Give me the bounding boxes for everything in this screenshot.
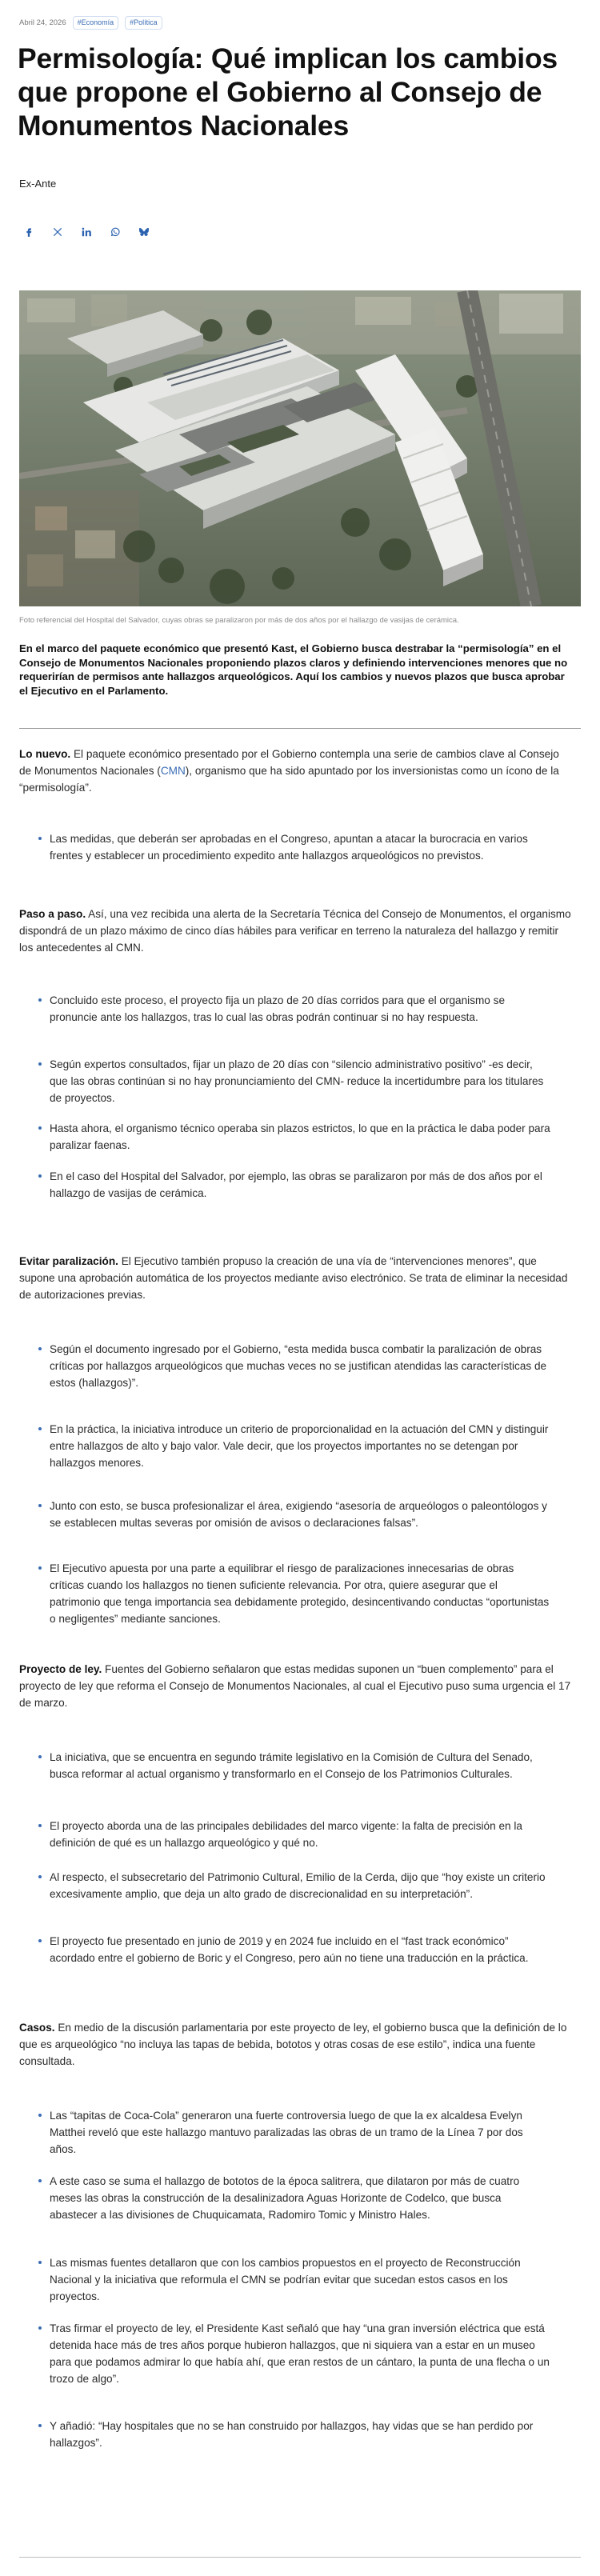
share-facebook-button[interactable] [18, 221, 40, 243]
section-paso-a-paso [19, 906, 571, 956]
list-item [38, 1168, 550, 1202]
list-item [38, 2320, 550, 2387]
bullet-icon [38, 1062, 42, 1066]
hero-caption: Foto referencial del Hospital del Salvador, cuyas obras se paralizaron por más de dos años por el hallazgo de vasijas de cerámica. [19, 616, 459, 625]
bullet-icon [38, 1504, 42, 1507]
section-text: Así, una vez recibida una alerta de la Secretaría Técnica del Consejo de Monumentos, el organismo dispondrá de un plazo máximo de cinco días hábiles para verificar en terreno la naturaleza del hallazgo y remitir los antecedentes al CMN. [19, 908, 571, 954]
list-item-text: Concluido este proceso, el proyecto fija un plazo de 20 días corridos para que el organismo se pronuncie ante los hallazgos, tras lo cual las obras podrán continuar si no hay respuesta. [50, 994, 506, 1023]
bullet-icon [38, 1566, 42, 1570]
article-meta [19, 16, 162, 30]
section-lo-nuevo [19, 746, 571, 796]
list-item [38, 1818, 550, 1851]
bullet-icon [38, 998, 42, 1002]
list-item-text: La iniciativa, que se encuentra en segundo trámite legislativo en la Comisión de Cultura del Senado, busca reformar al actual organismo y transformarlo en el Consejo de los Patrimonios Culturales. [50, 1751, 533, 1780]
bullet-icon [38, 1427, 42, 1430]
list-item-text: Al respecto, el subsecretario del Patrimonio Cultural, Emilio de la Cerda, dijo que “hoy existe un criterio excesivamente amplio, que deja un alto grado de discrecionalidad en su interpretación”. [50, 1871, 546, 1900]
tag-politica[interactable]: #Política [125, 16, 162, 30]
article-title: Permisología: Qué implican los cambios que propone el Gobierno al Consejo de Monumentos Nacionales [18, 42, 558, 142]
author-byline[interactable]: Ex-Ante [19, 178, 57, 190]
bullet-icon [38, 1824, 42, 1827]
article-lead: En el marco del paquete económico que presentó Kast, el Gobierno busca destrabar la “permisología” en el Consejo de Monumentos Nacionales proponiendo plazos claros y definiendo intervenciones menores que no requerirían de permisos ante hallazgos arqueológicos. Aquí los cambios y nuevos plazos que busca aprobar el Ejecutivo en el Parlamento. [19, 642, 568, 697]
list-item-text: En la práctica, la iniciativa introduce un criterio de proporcionalidad en la actuación del CMN y distinguir entre hallazgos de alto y bajo valor. Vale decir, que los proyectos importantes no se detengan por hallazgos menores. [50, 1423, 549, 1469]
list-item [38, 2173, 550, 2223]
list-item-text: Las medidas, que deberán ser aprobadas en el Congreso, apuntan a atacar la burocracia en varios frentes y establecer un procedimiento expedito ante hallazgos arqueológicos no previstos. [50, 833, 528, 862]
list-item [38, 992, 550, 1026]
tag-economia[interactable]: #Economía [73, 16, 119, 30]
bullet-icon [38, 2424, 42, 2427]
share-bluesky-button[interactable] [133, 221, 155, 243]
bullet-icon [38, 2261, 42, 2264]
list-item-text: Según expertos consultados, fijar un plazo de 20 días con “silencio administrativo positivo” -es decir, que las obras continúan si no hay pronunciamiento del CMN- reduce la incertidumbre para los titulares de proyectos. [50, 1058, 544, 1104]
section-heading: Paso a paso. [19, 908, 86, 920]
bullet-icon [38, 2326, 42, 2330]
bullet-icon [38, 1939, 42, 1942]
list-item-text: Las “tapitas de Coca-Cola” generaron una fuerte controversia luego de que la ex alcaldesa Evelyn Matthei reveló que este hallazgo mantuvo paralizadas las obras de un tramo de la Línea 7 por dos años. [50, 2110, 523, 2155]
list-item-text: Según el documento ingresado por el Gobierno, “esta medida busca combatir la paralización de obras críticas por hallazgos arqueológicos que muchas veces no se justifican atendidas las características de estos (hallazgos)”. [50, 1343, 547, 1389]
list-item-text: Tras firmar el proyecto de ley, el Presidente Kast señaló que hay “una gran inversión eléctrica que está detenida hace más de tres años porque hubieron hallazgos, que ni siquiera van a estar en un museo para que podamos admirar lo que había ahí, que eran restos de un cántaro, la punta de una flecha o un trozo de algo”. [50, 2322, 550, 2385]
list-item [38, 1341, 550, 1391]
list-item-text: El Ejecutivo apuesta por una parte a equilibrar el riesgo de paralizaciones innecesarias de obras críticas cuando los hallazgos no tienen suficiente relevancia. Por otra, quiere asegurar que el patrimonio que tenga importancia sea debidamente protegido, desincentivando conductas “oportunistas o negligentes” mediante sanciones. [50, 1562, 550, 1625]
list-item-text: Las mismas fuentes detallaron que con los cambios propuestos en el proyecto de Reconstrucción Nacional y la iniciativa que reformula el CMN se podrían evitar que sucedan estos casos en los proyectos. [50, 2257, 521, 2302]
bullet-icon [38, 1755, 42, 1758]
hero-image [19, 290, 581, 606]
hospital-aerial-illustration [19, 290, 581, 606]
list-item [38, 1498, 550, 1531]
section-text: En medio de la discusión parlamentaria por este proyecto de ley, el gobierno busca que la definición de lo que es arqueológico “no incluya las tapas de bebida, bototos y otras cosas de ese estilo”, indica una fuente consultada. [19, 2022, 567, 2067]
list-item [38, 1120, 550, 1154]
lead-divider [19, 728, 581, 729]
bullet-icon [38, 1126, 42, 1130]
list-item [38, 1869, 550, 1902]
section-text: ), organismo que ha sido apuntado por los inversionistas como un ícono de la “permisología”. [19, 765, 559, 794]
list-item-text: Junto con esto, se busca profesionalizar el área, exigiendo “asesoría de arqueólogos o paleontólogos y se establecen multas severas por omisión de avisos o declaraciones falsas”. [50, 1500, 547, 1529]
section-text: El paquete económico presentado por el Gobierno contempla una serie de cambios clave al Consejo de Monumentos Nacionales ( [19, 748, 559, 777]
list-item [38, 1560, 550, 1627]
article-end-divider [19, 2557, 581, 2558]
list-item [38, 2254, 550, 2305]
list-item [38, 830, 550, 864]
bullet-icon [38, 837, 42, 840]
list-item-text: A este caso se suma el hallazgo de bototos de la época salitrera, que dilataron por más de cuatro meses las obras la construcción de la desalinizadora Aguas Horizonte de Codelco, que busca abastecer a las divisiones de Chuquicamata, Radomiro Tomic y Ministro Hales. [50, 2175, 520, 2221]
x-icon [52, 226, 63, 238]
list-item-text: El proyecto fue presentado en junio de 2019 y en 2024 fue incluido en el “fast track económico” acordado entre el gobierno de Boric y el Congreso, pero aún no tiene una traducción en la práctica. [50, 1935, 529, 1964]
share-bar [18, 221, 155, 243]
list-item [38, 1056, 550, 1106]
share-x-button[interactable] [46, 221, 69, 243]
list-item [38, 2418, 550, 2451]
section-proyecto-de-ley [19, 1661, 571, 1711]
share-linkedin-button[interactable] [75, 221, 98, 243]
list-item [38, 2107, 550, 2158]
linkedin-icon [81, 226, 92, 238]
list-item-text: En el caso del Hospital del Salvador, por ejemplo, las obras se paralizaron por más de dos años por el hallazgo de vasijas de cerámica. [50, 1170, 542, 1199]
facebook-icon [23, 226, 34, 238]
bullet-icon [38, 1347, 42, 1350]
list-item-text: Y añadió: “Hay hospitales que no se han construido por hallazgos, hay vidas que se han perdido por hallazgos”. [50, 2420, 534, 2449]
publish-date: Abril 24, 2026 [19, 18, 66, 27]
section-evitar-paralizacion [19, 1253, 571, 1303]
bullet-icon [38, 2114, 42, 2117]
section-text: Fuentes del Gobierno señalaron que estas medidas suponen un “buen complemento” para el proyecto de ley que reforma el Consejo de Monumentos Nacionales, al cual el Ejecutivo puso suma urgencia el 17 de marzo. [19, 1663, 571, 1709]
bluesky-icon [138, 226, 150, 238]
list-item [38, 1421, 550, 1471]
bullet-icon [38, 2179, 42, 2182]
section-text: El Ejecutivo también propuso la creación de una vía de “intervenciones menores”, que supone una aprobación automática de los proyectos mediante aviso electrónico. Se trata de eliminar la necesidad de autorizaciones previas. [19, 1255, 568, 1301]
section-casos [19, 2019, 571, 2070]
section-heading: Proyecto de ley. [19, 1663, 102, 1675]
list-item-text: El proyecto aborda una de las principales debilidades del marco vigente: la falta de precisión en la definición de qué es un hallazgo arqueológico y qué no. [50, 1820, 522, 1849]
bullet-icon [38, 1875, 42, 1878]
section-heading: Evitar paralización. [19, 1255, 118, 1267]
whatsapp-icon [110, 226, 121, 238]
cmn-link[interactable]: CMN [160, 765, 186, 777]
share-whatsapp-button[interactable] [104, 221, 126, 243]
list-item-text: Hasta ahora, el organismo técnico operaba sin plazos estrictos, lo que en la práctica le daba poder para paralizar faenas. [50, 1122, 550, 1151]
section-heading: Lo nuevo. [19, 748, 71, 760]
bullet-icon [38, 1174, 42, 1178]
list-item [38, 1933, 550, 1966]
section-heading: Casos. [19, 2022, 55, 2034]
list-item [38, 1749, 550, 1782]
